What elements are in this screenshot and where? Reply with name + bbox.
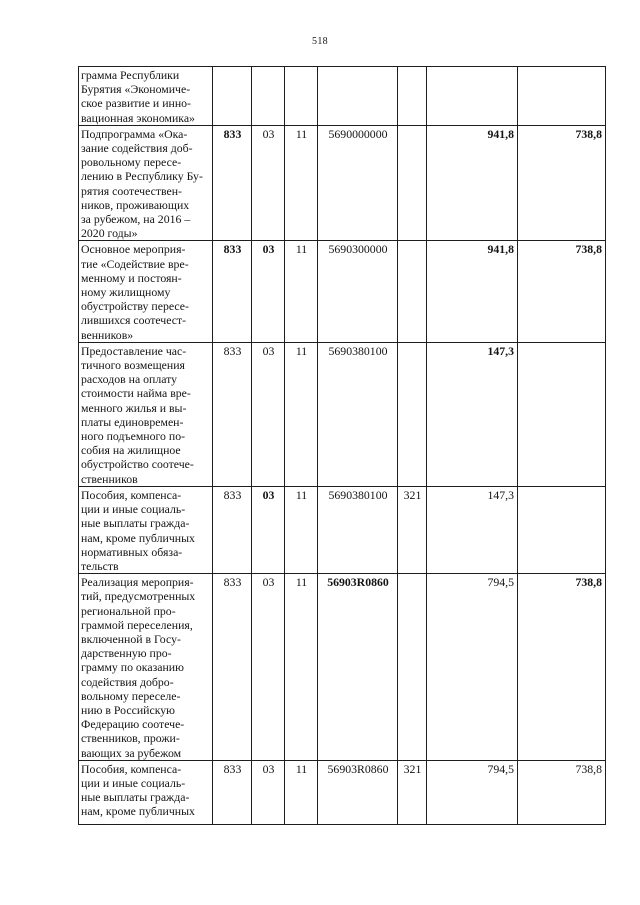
table-row [79,574,606,761]
sum2-cell [518,486,606,573]
sum1-cell: 147,3 [427,486,518,573]
type-cell [398,67,427,126]
table-row [79,342,606,486]
table-row [79,760,606,824]
sum2-cell: 738,8 [518,125,606,241]
subsection-cell: 11 [285,125,318,241]
code-cell: 833 [213,486,252,573]
code-cell [213,67,252,126]
subsection-cell: 11 [285,342,318,486]
section-cell: 03 [252,241,285,342]
target-cell: 5690380100 [318,342,398,486]
sum2-cell [518,67,606,126]
type-cell [398,125,427,241]
sum2-cell: 738,8 [518,574,606,761]
type-cell [398,342,427,486]
table-row [79,67,606,126]
section-cell: 03 [252,760,285,824]
row-name: Основное мероприя- тие «Содействие вре- менному и постоян- ному жилищному обустройству пересе- лившихся соотечест- венников» [79,241,213,342]
code-cell: 833 [213,125,252,241]
subsection-cell: 11 [285,574,318,761]
type-cell: 321 [398,760,427,824]
row-name: Реализация мероприя- тий, предусмотренных региональной про- граммой переселения, включенной в Госу- дарственную про- грамму по оказанию содействия добро- вольному переселе- нию в Российскую Федерацию соотече- ственников, прожи- вающих за рубежом [79,574,213,761]
section-cell: 03 [252,342,285,486]
table-row [79,241,606,342]
sum2-cell: 738,8 [518,760,606,824]
sum1-cell: 941,8 [427,125,518,241]
sum1-cell: 794,5 [427,760,518,824]
subsection-cell: 11 [285,241,318,342]
target-cell: 5690380100 [318,486,398,573]
section-cell [252,67,285,126]
sum2-cell: 738,8 [518,241,606,342]
row-name: грамма Республики Бурятия «Экономиче- ское развитие и инно- вационная экономика» [79,67,213,126]
code-cell: 833 [213,241,252,342]
sum2-cell [518,342,606,486]
sum1-cell: 941,8 [427,241,518,342]
row-name: Предоставление час- тичного возмещения расходов на оплату стоимости найма вре- менного жилья и вы- платы единовремен- ного подъемного по- собия на жилищное обустройство соотече- ственников [79,342,213,486]
target-cell [318,67,398,126]
sum1-cell: 794,5 [427,574,518,761]
row-name: Пособия, компенса- ции и иные социаль- ные выплаты гражда- нам, кроме публичных нормативных обяза- тельств [79,486,213,573]
code-cell: 833 [213,574,252,761]
subsection-cell: 11 [285,486,318,573]
page-number: 518 [312,36,328,47]
target-cell: 56903R0860 [318,574,398,761]
section-cell: 03 [252,486,285,573]
code-cell: 833 [213,342,252,486]
table-row [79,125,606,241]
type-cell [398,574,427,761]
section-cell: 03 [252,574,285,761]
type-cell [398,241,427,342]
type-cell: 321 [398,486,427,573]
table-row [79,486,606,573]
sum1-cell: 147,3 [427,342,518,486]
row-name: Пособия, компенса- ции и иные социаль- ные выплаты гражда- нам, кроме публичных [79,760,213,824]
code-cell: 833 [213,760,252,824]
target-cell: 56903R0860 [318,760,398,824]
budget-table [78,66,606,825]
subsection-cell [285,67,318,126]
sum1-cell [427,67,518,126]
row-name: Подпрограмма «Ока- зание содействия доб- ровольному пересе- лению в Республику Бу- рятия соотечествен- ников, проживающих за рубежом, на 2016 – 2020 годы» [79,125,213,241]
target-cell: 5690000000 [318,125,398,241]
subsection-cell: 11 [285,760,318,824]
section-cell: 03 [252,125,285,241]
target-cell: 5690300000 [318,241,398,342]
